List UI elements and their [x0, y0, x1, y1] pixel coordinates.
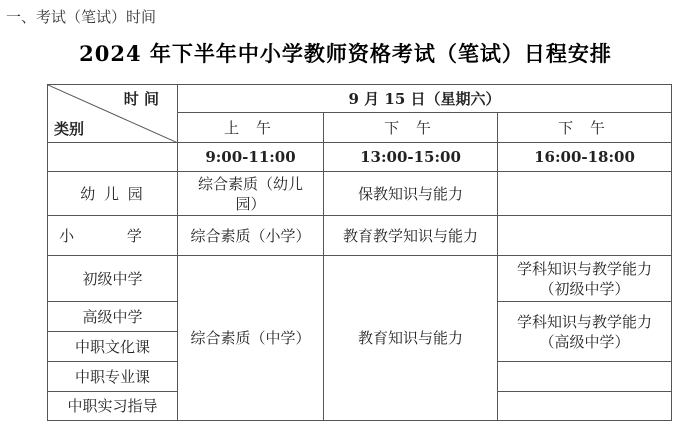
corner-time-label: 时 间	[123, 90, 159, 108]
page-title: 2024 年下半年中小学教师资格考试（笔试）日程安排	[79, 41, 612, 66]
corner-category-label: 类别	[54, 120, 85, 138]
category-vocational-professional: 中职专业课	[48, 362, 178, 392]
category-kindergarten: 幼 儿 园	[48, 172, 178, 216]
session-label-am: 上 午	[178, 113, 324, 143]
category-vocational-internship: 中职实习指导	[48, 392, 178, 421]
subject-primary-pm2	[498, 216, 672, 256]
subject-kindergarten-pm2	[498, 172, 672, 216]
subject-primary-am: 综合素质（小学）	[178, 216, 324, 256]
category-junior-middle: 初级中学	[48, 256, 178, 302]
category-vocational-culture: 中职文化课	[48, 332, 178, 362]
session-label-pm2: 下 午	[498, 113, 672, 143]
section-heading: 一、考试（笔试）时间	[6, 8, 157, 26]
table-cell-empty	[48, 143, 178, 172]
category-primary: 小 学	[48, 216, 178, 256]
subject-junior-pm2: 学科知识与教学能力（初级中学）	[498, 256, 672, 302]
table-cell-empty	[498, 362, 672, 392]
session-time-pm2: 16:00-18:00	[498, 143, 672, 172]
session-label-pm1: 下 午	[324, 113, 498, 143]
date-header: 9 月 15 日（星期六）	[178, 85, 672, 113]
session-time-am: 9:00-11:00	[178, 143, 324, 172]
table-corner-header	[48, 85, 178, 143]
session-time-pm1: 13:00-15:00	[324, 143, 498, 172]
table-cell-empty	[498, 392, 672, 421]
subject-secondary-pm1: 教育知识与能力	[324, 256, 498, 421]
subject-primary-pm1: 教育教学知识与能力	[324, 216, 498, 256]
category-senior-high: 高级中学	[48, 302, 178, 332]
subject-kindergarten-pm1: 保教知识与能力	[324, 172, 498, 216]
subject-secondary-am: 综合素质（中学）	[178, 256, 324, 421]
subject-senior-pm2: 学科知识与教学能力（高级中学）	[498, 302, 672, 362]
subject-kindergarten-am: 综合素质（幼儿园）	[178, 172, 324, 216]
exam-schedule-table	[47, 84, 672, 421]
